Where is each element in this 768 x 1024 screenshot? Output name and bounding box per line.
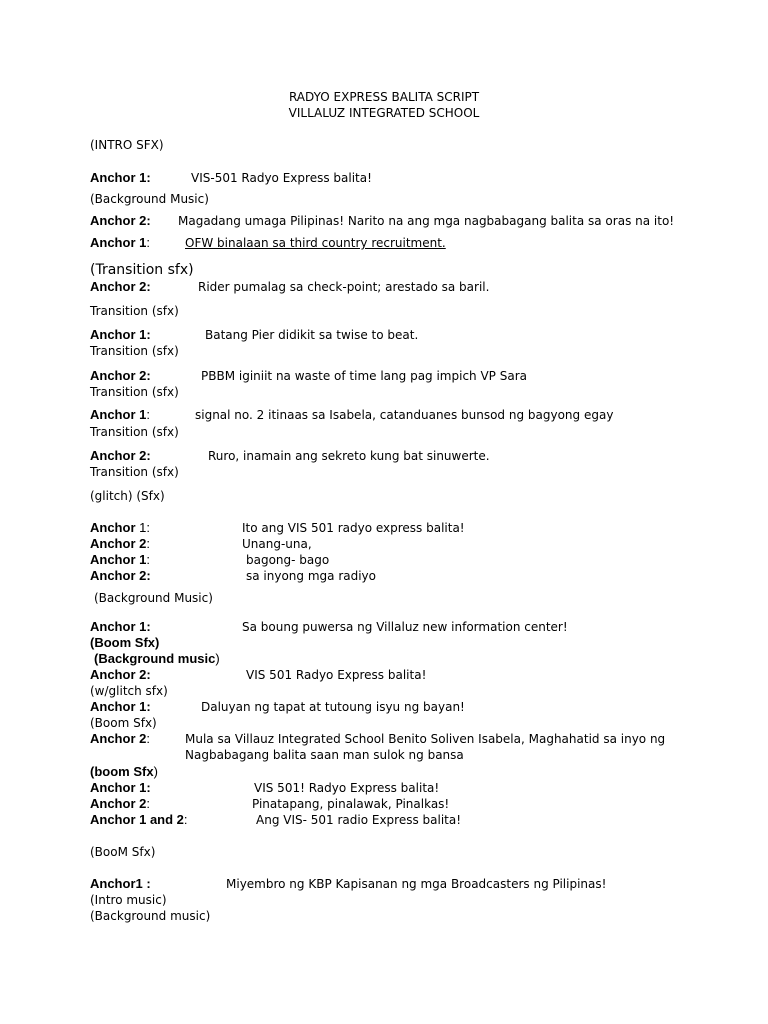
transition-cue: Transition (sfx) bbox=[90, 425, 179, 439]
anchor-line: Pinatapang, pinalawak, Pinalkas! bbox=[252, 797, 450, 811]
anchor-line-continued: Nagbabagang balita saan man sulok ng bansa bbox=[185, 748, 464, 762]
music-cue: (Background music) bbox=[94, 651, 220, 666]
sfx-cue: (Boom Sfx) bbox=[90, 716, 157, 730]
anchor-label: Anchor 2: bbox=[90, 368, 151, 383]
anchor-label: Anchor 1: bbox=[90, 235, 150, 250]
anchor-label: Anchor 1: bbox=[90, 170, 151, 185]
transition-cue: Transition (sfx) bbox=[90, 465, 179, 479]
anchor-label: Anchor 2: bbox=[90, 568, 151, 583]
music-cue: (Background Music) bbox=[94, 591, 213, 605]
anchor-label: Anchor1 : bbox=[90, 876, 151, 891]
anchor-label: Anchor 2: bbox=[90, 279, 151, 294]
music-cue: (Intro music) bbox=[90, 893, 167, 907]
anchor-line: VIS 501! Radyo Express balita! bbox=[254, 781, 440, 795]
anchor-label: Anchor 2: bbox=[90, 448, 151, 463]
anchor-line: PBBM iginiit na waste of time lang pag impich VP Sara bbox=[201, 369, 527, 383]
anchor-line: Mula sa Villauz Integrated School Benito Soliven Isabela, Maghahatid sa inyo ng bbox=[185, 732, 666, 746]
sfx-cue: (BooM Sfx) bbox=[90, 845, 156, 859]
anchor-label: Anchor 2: bbox=[90, 213, 151, 228]
anchor-label: Anchor 2: bbox=[90, 667, 151, 682]
anchor-label: Anchor 1 and 2: bbox=[90, 812, 188, 827]
headline-ofw: OFW binalaan sa third country recruitment. bbox=[185, 236, 446, 250]
anchor-line: VIS-501 Radyo Express balita! bbox=[191, 171, 372, 185]
anchor-line: Magadang umaga Pilipinas! Narito na ang mga nagbabagang balita sa oras na ito! bbox=[178, 214, 675, 228]
anchor-line: bagong- bago bbox=[246, 553, 330, 567]
anchor-line: Daluyan ng tapat at tutoung isyu ng bayan! bbox=[201, 700, 465, 714]
music-cue: (Background Music) bbox=[90, 192, 209, 206]
anchor-label: Anchor 2: bbox=[90, 796, 150, 811]
anchor-label: Anchor 1: bbox=[90, 520, 150, 535]
anchor-line: Ito ang VIS 501 radyo express balita! bbox=[242, 521, 465, 535]
anchor-label: Anchor 1: bbox=[90, 407, 150, 422]
anchor-line: signal no. 2 itinaas sa Isabela, catanduanes bunsod ng bagyong egay bbox=[195, 408, 614, 422]
anchor-label: Anchor 1: bbox=[90, 699, 151, 714]
document-title: RADYO EXPRESS BALITA SCRIPT bbox=[288, 90, 480, 104]
anchor-label: Anchor 1: bbox=[90, 327, 151, 342]
anchor-label: Anchor 1: bbox=[90, 619, 151, 634]
anchor-line: Ruro, inamain ang sekreto kung bat sinuwerte. bbox=[208, 449, 490, 463]
transition-cue: Transition (sfx) bbox=[90, 304, 179, 318]
anchor-label: Anchor 1: bbox=[90, 780, 151, 795]
anchor-line: Batang Pier didikit sa twise to beat. bbox=[205, 328, 419, 342]
anchor-line: Unang-una, bbox=[242, 537, 312, 551]
anchor-line: Ang VIS- 501 radio Express balita! bbox=[256, 813, 462, 827]
anchor-line: VIS 501 Radyo Express balita! bbox=[246, 668, 427, 682]
anchor-line: Sa boung puwersa ng Villaluz new information center! bbox=[242, 620, 568, 634]
sfx-cue: (w/glitch sfx) bbox=[90, 684, 168, 698]
anchor-label: Anchor 2: bbox=[90, 731, 150, 746]
anchor-line: Rider pumalag sa check-point; arestado sa baril. bbox=[198, 280, 490, 294]
transition-cue: (Transition sfx) bbox=[90, 262, 194, 278]
sfx-cue: (glitch) (Sfx) bbox=[90, 489, 165, 503]
anchor-label: Anchor 1: bbox=[90, 552, 150, 567]
sfx-cue: (boom Sfx) bbox=[90, 764, 158, 779]
music-cue: (Background music) bbox=[90, 909, 211, 923]
anchor-label: Anchor 2: bbox=[90, 536, 150, 551]
anchor-line: sa inyong mga radiyo bbox=[246, 569, 376, 583]
transition-cue: Transition (sfx) bbox=[90, 344, 179, 358]
anchor-line: Miyembro ng KBP Kapisanan ng mga Broadcasters ng Pilipinas! bbox=[226, 877, 607, 891]
transition-cue: Transition (sfx) bbox=[90, 385, 179, 399]
sfx-cue: (Boom Sfx) bbox=[90, 635, 160, 650]
sfx-cue: (INTRO SFX) bbox=[90, 138, 164, 152]
school-name: VILLALUZ INTEGRATED SCHOOL bbox=[288, 106, 480, 120]
